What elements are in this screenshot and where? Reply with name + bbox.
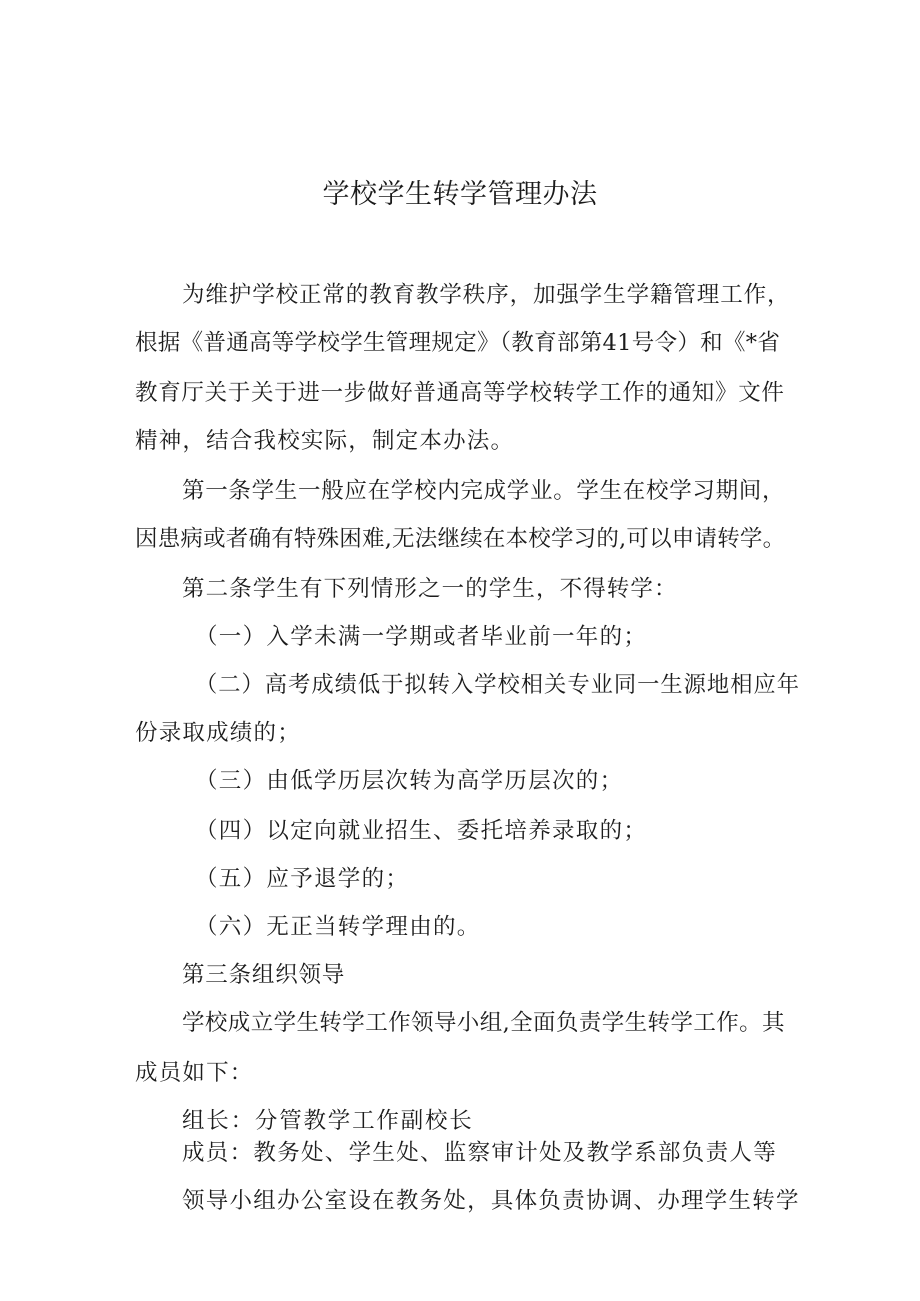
list-item: （五）应予退学的； bbox=[195, 866, 410, 892]
list-item-continuation: 份录取成绩的； bbox=[135, 720, 301, 746]
team-leader-line: 组长：分管教学工作副校长 bbox=[182, 1108, 474, 1134]
paragraph-line: 教育厅关于关于进一步做好普通高等学校转学工作的通知》文件 bbox=[135, 380, 785, 406]
article-3-heading: 第三条组织领导 bbox=[182, 962, 346, 988]
paragraph-line: 成员如下： bbox=[135, 1060, 254, 1086]
paragraph-line: 领导小组办公室设在教务处，具体负责协调、办理学生转学 bbox=[182, 1188, 800, 1214]
list-item: （一）入学未满一学期或者毕业前一年的； bbox=[195, 624, 648, 650]
list-item: （三）由低学历层次转为高学历层次的； bbox=[195, 768, 624, 794]
team-members-line: 成员：教务处、学生处、监察审计处及教学系部负责人等 bbox=[182, 1140, 778, 1166]
list-item: （四）以定向就业招生、委托培养录取的； bbox=[195, 818, 648, 844]
paragraph-line: 精神，结合我校实际，制定本办法。 bbox=[135, 428, 515, 454]
document-title: 学校学生转学管理办法 bbox=[322, 179, 598, 210]
article-1-line: 第一条学生一般应在学校内完成学业。学生在校学习期间， bbox=[182, 478, 786, 504]
article-2-line: 第二条学生有下列情形之一的学生，不得转学： bbox=[182, 576, 678, 602]
list-item: （二）高考成绩低于拟转入学校相关专业同一生源地相应年 bbox=[195, 672, 801, 698]
article-1-line: 因患病或者确有特殊困难,无法继续在本校学习的,可以申请转学。 bbox=[135, 526, 786, 552]
paragraph-line: 学校成立学生转学工作领导小组,全面负责学生转学工作。其 bbox=[182, 1010, 785, 1036]
paragraph-line: 根据《普通高等学校学生管理规定》（教育部第41号令）和《*省 bbox=[135, 330, 781, 356]
paragraph-line: 为维护学校正常的教育教学秩序，加强学生学籍管理工作， bbox=[182, 282, 791, 308]
list-item: （六）无正当转学理由的。 bbox=[195, 914, 481, 940]
